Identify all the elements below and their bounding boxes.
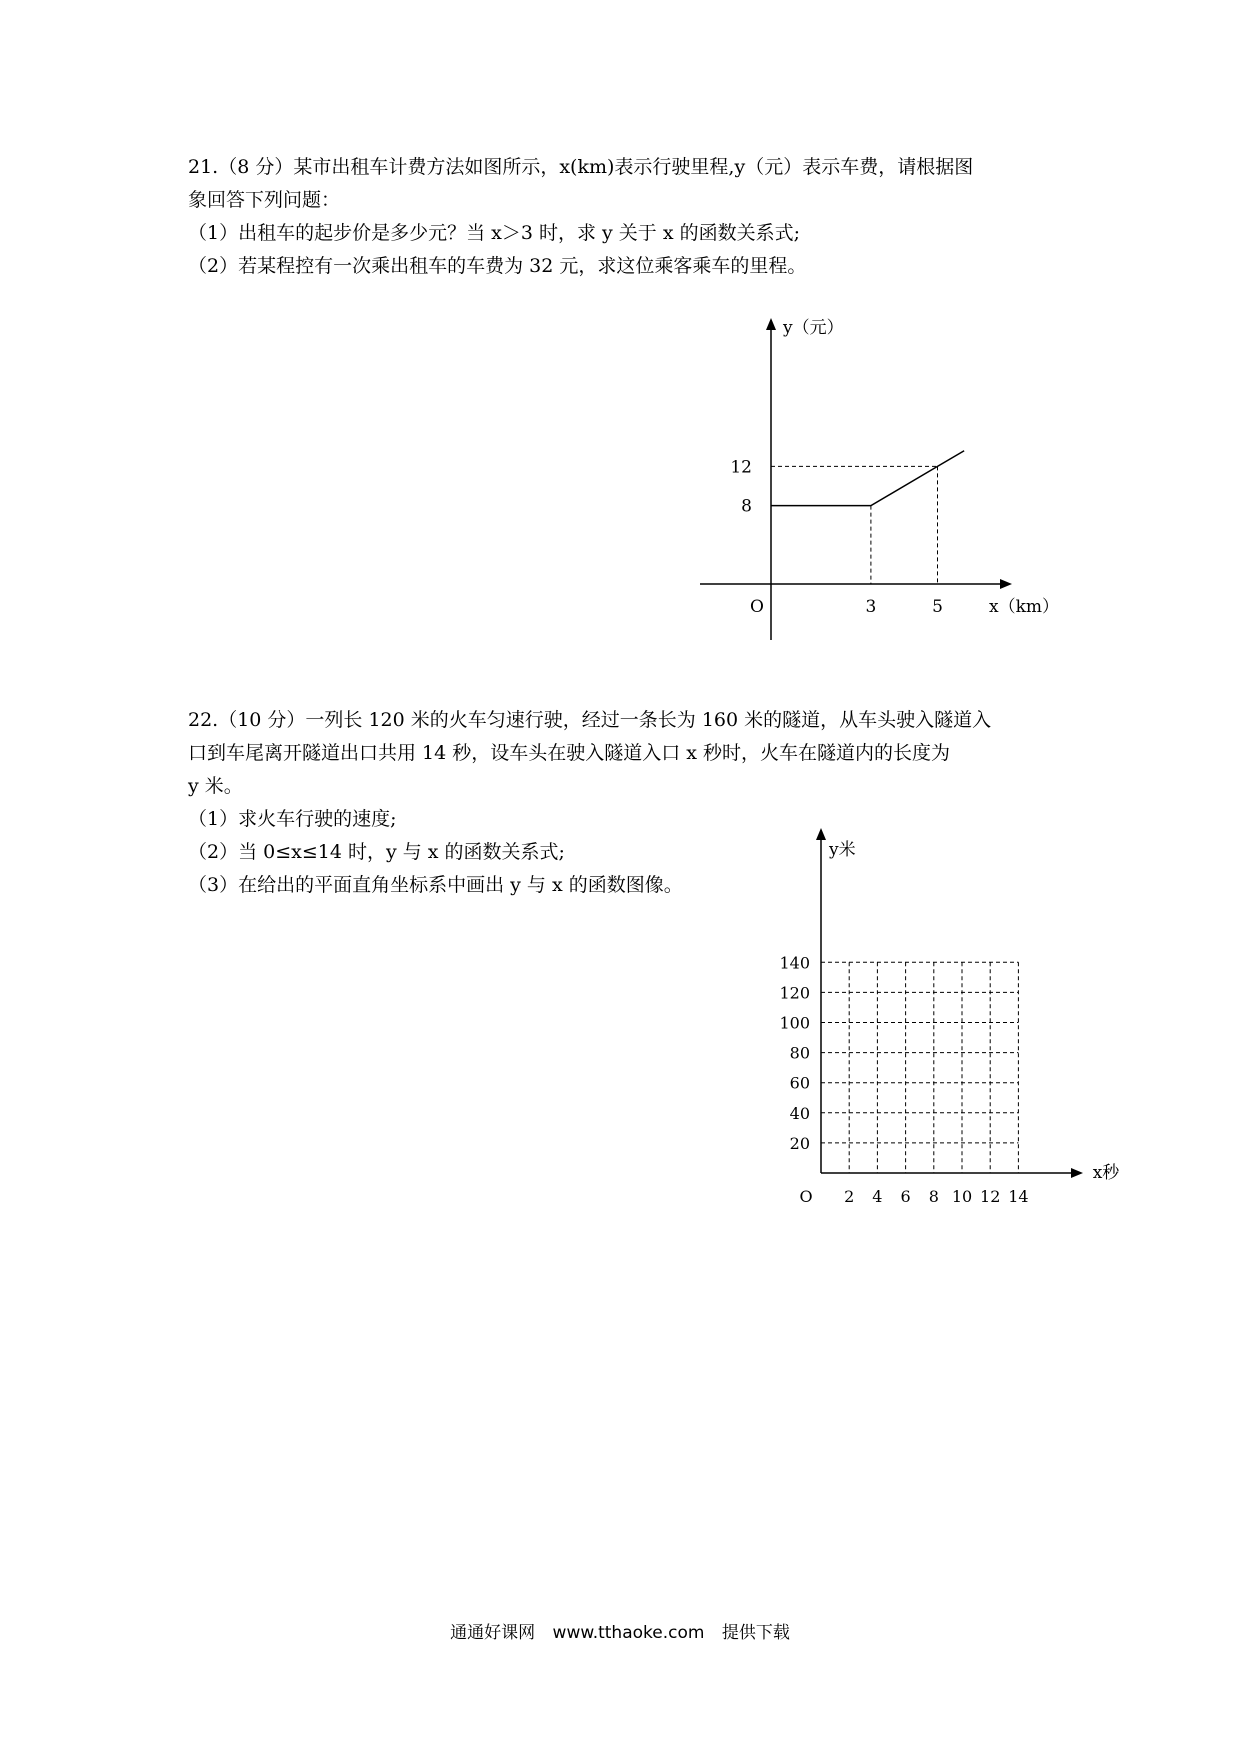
y-axis-arrow bbox=[766, 318, 776, 330]
y-tick-label-120: 120 bbox=[779, 983, 810, 1003]
x-tick-label-2: 2 bbox=[844, 1187, 855, 1206]
question-22-part1: （1）求火车行驶的速度; bbox=[188, 808, 397, 830]
question-21-part1: （1）出租车的起步价是多少元？当 x＞3 时，求 y 关于 x 的函数关系式; bbox=[188, 222, 800, 244]
y-tick-label-140: 140 bbox=[779, 953, 810, 973]
x-axis-label: x（km） bbox=[988, 597, 1060, 617]
x-tick-label-8: 8 bbox=[928, 1187, 939, 1206]
y-axis-label: y（元） bbox=[783, 318, 844, 338]
footer-brand: 通通好课网 bbox=[450, 1623, 536, 1643]
x-tick-label-12: 12 bbox=[980, 1187, 1001, 1206]
x-tick-label-6: 6 bbox=[900, 1187, 911, 1206]
x-tick-label-3: 3 bbox=[865, 597, 877, 617]
origin-label: O bbox=[750, 597, 764, 617]
y-tick-label-80: 80 bbox=[789, 1043, 810, 1063]
x-axis-arrow bbox=[1000, 579, 1012, 589]
question-22-part3: （3）在给出的平面直角坐标系中画出 y 与 x 的函数图像。 bbox=[188, 874, 683, 896]
question-21-stem-line1: 21.（8 分）某市出租车计费方法如图所示，x(km)表示行驶里程,y（元）表示车费，请根据图 bbox=[188, 156, 974, 178]
footer-url: www.tthaoke.com bbox=[552, 1623, 705, 1643]
x-tick-label-10: 10 bbox=[951, 1187, 973, 1206]
page-footer bbox=[0, 1618, 1240, 1643]
question-22-stem-line3: y 米。 bbox=[188, 775, 243, 797]
y-tick-label-100: 100 bbox=[779, 1013, 810, 1033]
footer-note: 提供下载 bbox=[721, 1623, 790, 1643]
question-22-stem-line1: 22.（10 分）一列长 120 米的火车匀速行驶，经过一条长为 160 米的隧道，从车头驶入隧道入 bbox=[188, 709, 992, 731]
origin-label: O bbox=[799, 1187, 813, 1206]
y-axis-arrow bbox=[816, 828, 826, 840]
x-tick-label-4: 4 bbox=[872, 1187, 883, 1206]
question-21-part2: （2）若某程控有一次乘出租车的车费为 32 元，求这位乘客乘车的里程。 bbox=[188, 255, 807, 277]
y-tick-label-20: 20 bbox=[789, 1133, 810, 1153]
question-21-stem-line2: 象回答下列问题： bbox=[188, 189, 341, 211]
fare-series-line bbox=[771, 451, 964, 506]
y-tick-label-60: 60 bbox=[789, 1073, 810, 1093]
y-tick-label-40: 40 bbox=[789, 1103, 810, 1123]
question-22-stem-line2: 口到车尾离开隧道出口共用 14 秒，设车头在驶入隧道入口 x 秒时，火车在隧道内的长度为 bbox=[188, 742, 951, 764]
y-tick-label-12: 12 bbox=[730, 457, 752, 478]
y-tick-label-8: 8 bbox=[741, 496, 752, 517]
x-axis-arrow bbox=[1071, 1168, 1083, 1178]
y-axis-label: y米 bbox=[829, 840, 856, 860]
question-22-part2: （2）当 0≤x≤14 时，y 与 x 的函数关系式; bbox=[188, 841, 565, 863]
x-tick-label-14: 14 bbox=[1008, 1187, 1029, 1206]
x-tick-label-5: 5 bbox=[932, 597, 943, 617]
x-axis-label: x秒 bbox=[1092, 1163, 1120, 1183]
